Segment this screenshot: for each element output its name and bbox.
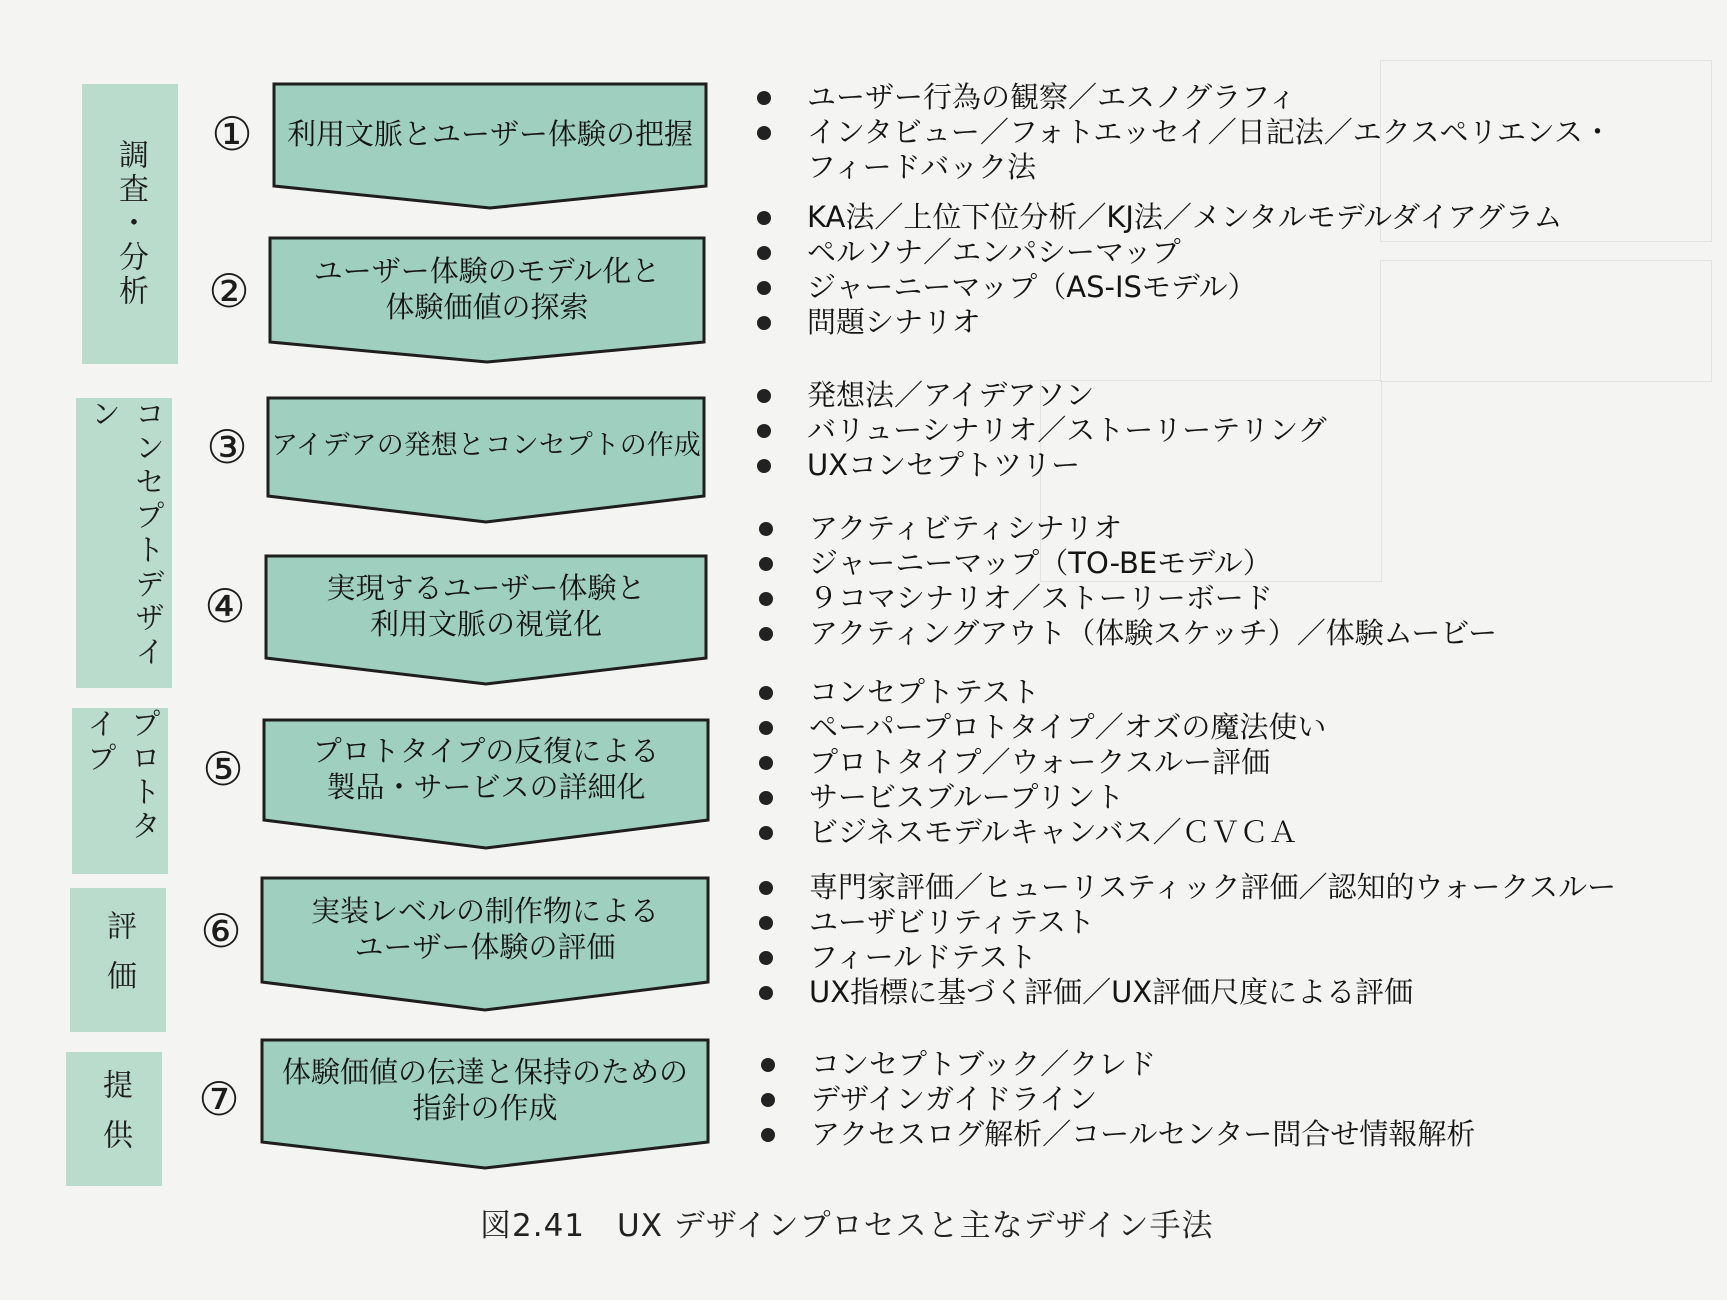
bullet-icon [759,826,773,840]
method-item: アクティングアウト（体験スケッチ）／体験ムービー [759,616,1497,651]
phase-evaluation-bar [70,888,166,1032]
method-item: ユーザビリティテスト [759,905,1616,940]
method-item: アクティビティシナリオ [759,511,1497,546]
method-list [759,511,1497,651]
phase-label: 提供 [97,1069,132,1169]
bullet-icon [759,627,773,641]
bullet-icon [757,126,771,140]
phase-prototype-bar [72,708,168,874]
phase-label: コンセプトデザイン [85,398,164,670]
bullet-icon [761,1128,775,1142]
method-item: UX指標に基づく評価／UX評価尺度による評価 [759,975,1616,1010]
method-item: アクセスログ解析／コールセンター問合せ情報解析 [761,1117,1475,1152]
bullet-icon [759,881,773,895]
step-number: ⑥ [200,904,242,958]
method-item: KA法／上位下位分析／KJ法／メンタルモデルダイアグラム [757,200,1563,235]
method-item: ジャーニーマップ（AS-ISモデル） [757,270,1563,305]
step-number: ① [211,107,253,161]
method-item: コンセプトテスト [759,675,1326,710]
bullet-icon [757,389,771,403]
step-label: 実装レベルの制作物による ユーザー体験の評価 [310,894,659,964]
bullet-icon [759,592,773,606]
method-item: ペーパープロトタイプ／オズの魔法使い [759,710,1326,745]
method-item: フィールドテスト [759,940,1616,975]
bullet-icon [759,721,773,735]
method-item: ９コマシナリオ／ストーリーボード [759,581,1497,616]
step-label: プロトタイプの反復による 製品・サービスの詳細化 [312,734,660,804]
method-item: 問題シナリオ [757,305,1563,340]
bullet-icon [759,986,773,1000]
method-list [757,80,1612,185]
bullet-icon [757,281,771,295]
step-label: アイデアの発想とコンセプトの作成 [271,430,701,461]
step-label: 利用文脈とユーザー体験の把握 [286,117,693,151]
step-label: ユーザー体験のモデル化と 体験価値の探索 [313,254,661,324]
phase-research-bar [82,84,178,364]
method-item: ペルソナ／エンパシーマップ [757,235,1563,270]
method-item: UXコンセプトツリー [757,448,1327,483]
method-item: ジャーニーマップ（TO-BEモデル） [759,546,1497,581]
method-list [759,870,1616,1010]
bullet-icon [759,557,773,571]
method-item: プロトタイプ／ウォークスルー評価 [759,745,1326,780]
method-list [761,1047,1475,1152]
step-number: ③ [206,420,248,474]
step-number: ⑦ [198,1072,240,1126]
step-number: ⑤ [202,742,244,796]
bullet-icon [759,951,773,965]
bullet-icon [761,1093,775,1107]
bullet-icon [759,756,773,770]
bullet-icon [757,316,771,330]
bullet-icon [757,246,771,260]
method-item: バリューシナリオ／ストーリーテリング [757,413,1327,448]
method-item: ビジネスモデルキャンバス／ＣＶＣＡ [759,815,1326,850]
phase-label: 調査・分析 [113,139,148,309]
method-list [757,200,1563,340]
bullet-icon [759,522,773,536]
bullet-icon [757,211,771,225]
step-label: 実現するユーザー体験と 利用文脈の視覚化 [326,571,646,641]
phase-label: 評価 [101,910,136,1010]
bullet-icon [759,791,773,805]
phase-concept-design-bar [76,398,172,688]
method-item: サービスブループリント [759,780,1326,815]
phase-label: プロトタイプ [81,708,160,844]
bullet-icon [759,686,773,700]
step-label: 体験価値の伝達と保持のための 指針の作成 [281,1055,688,1125]
bullet-icon [757,91,771,105]
method-list [759,675,1326,850]
step-number: ④ [204,579,246,633]
method-item: 専門家評価／ヒューリスティック評価／認知的ウォークスルー [759,870,1616,905]
method-list [757,378,1327,483]
method-item: 発想法／アイデアソン [757,378,1327,413]
bullet-icon [759,916,773,930]
method-item: コンセプトブック／クレド [761,1047,1475,1082]
phase-delivery-bar [66,1052,162,1186]
bullet-icon [761,1058,775,1072]
method-item: デザインガイドライン [761,1082,1475,1117]
figure-caption: 図2.41 UX デザインプロセスと主なデザイン手法 [480,1208,1214,1244]
method-item: インタビュー／フォトエッセイ／日記法／エクスペリエンス・ フィードバック法 [757,115,1612,185]
step-number: ② [208,264,250,318]
bullet-icon [757,424,771,438]
bullet-icon [757,459,771,473]
method-item: ユーザー行為の観察／エスノグラフィ [757,80,1612,115]
